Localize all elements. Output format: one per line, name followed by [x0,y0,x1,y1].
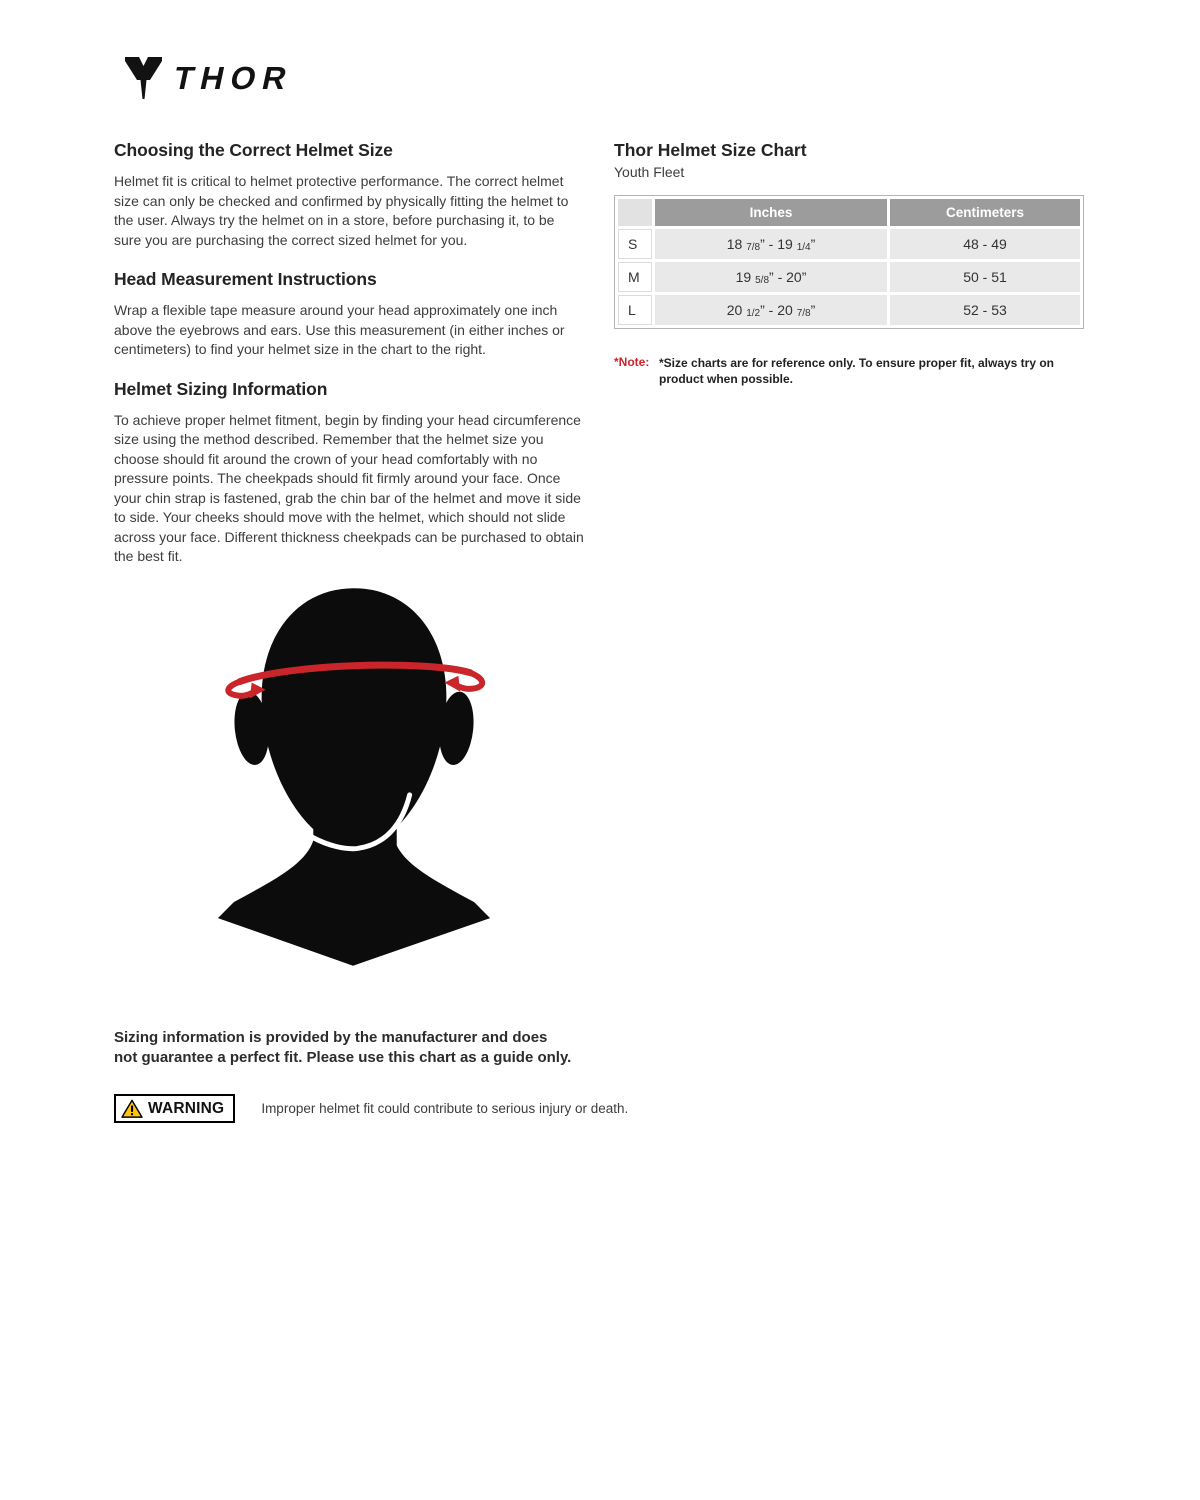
manufacturer-disclaimer: Sizing information is provided by the manufacturer and does not guarantee a perfect fit. Please use this chart as a guide only. [114,1029,572,1066]
shoulders-shape [218,841,490,966]
size-chart-title: Thor Helmet Size Chart [614,140,807,160]
size-chart-panel [614,140,1084,387]
size-label: S [618,229,652,259]
inches-value: 19 5/8” - 20” [655,262,887,292]
warning-label: WARNING [148,1099,225,1117]
head-silhouette-illustration [206,586,504,974]
size-chart-table [614,195,1084,329]
size-label: L [618,295,652,325]
left-column [114,140,584,567]
note-label: *Note: [614,355,650,369]
centimeters-value: 52 - 53 [890,295,1080,325]
thor-logo [124,56,296,107]
inches-value: 20 1/2” - 20 7/8” [655,295,887,325]
table-row [618,229,1080,259]
section-heading: Choosing the Correct Helmet Size [114,140,393,160]
size-label: M [618,262,652,292]
centimeters-value: 50 - 51 [890,262,1080,292]
warning-text: Improper helmet fit could contribute to serious injury or death. [261,1101,629,1116]
size-chart-subtitle: Youth Fleet [614,164,685,180]
section-choosing-size [114,140,584,250]
thor-wordmark: THOR [170,60,296,96]
section-heading: Helmet Sizing Information [114,378,328,399]
section-body: Helmet fit is critical to helmet protective performance. The correct helmet size can only be checked and confirmed by physically fitting the helmet to the user. Always try the helmet on in a store, before purchasing it, to be sure you are purchasing the correct sized helmet for you. [114,173,569,248]
column-header-centimeters: Centimeters [890,199,1080,226]
section-body: To achieve proper helmet fitment, begin by finding your head circumference size using the method described. Remember that the helmet size you choose should fit around the crown of your head comfortably with no pressure points. The cheekpads should fit firmly around your face. Once your chin strap is fastened, grab the chin bar of the helmet and move it side to side. Your cheeks should move with the helmet, which should not slide across your face. Different thickness cheekpads can be purchased to obtain the best fit. [114,411,584,564]
section-heading: Head Measurement Instructions [114,269,377,289]
thor-logo-graphic [124,56,296,102]
centimeters-value: 48 - 49 [890,229,1080,259]
section-body: Wrap a flexible tape measure around your head approximately one inch above the eyebrows and ears. Use this measurement (in either inches or centimeters) to find your helmet size in the chart to the right. [114,302,565,357]
warning-triangle-icon [121,1099,143,1118]
thor-horns-icon [125,57,162,99]
table-header-row [618,199,1080,226]
measuring-tape-right-arrowhead [444,676,460,692]
table-corner-cell [618,199,652,226]
column-header-inches: Inches [655,199,887,226]
warning-box [114,1094,235,1123]
head-measurement-figure [206,586,504,974]
warning-row [114,1094,628,1123]
note-text: *Size charts are for reference only. To ensure proper fit, always try on product when possible. [659,356,1055,386]
table-row [618,295,1080,325]
section-head-measurement [114,269,584,360]
table-row [618,262,1080,292]
section-sizing-information [114,379,584,567]
inches-value: 18 7/8” - 19 1/4” [655,229,887,259]
size-chart-note [614,355,1084,387]
